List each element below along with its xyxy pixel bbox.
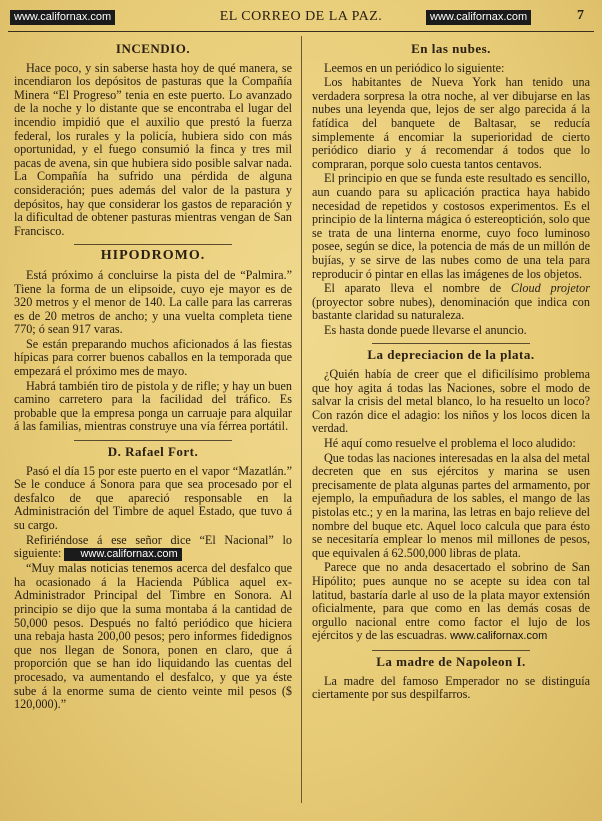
- plata-paragraph-2: Hé aquí como resuelve el problema el loco aludido:: [324, 436, 576, 451]
- watermark-left: www.californax.com: [10, 10, 115, 25]
- column-divider: [301, 36, 302, 803]
- watermark-inline: www.californax.com: [64, 548, 181, 561]
- hipodromo-title: HIPODROMO.: [100, 248, 206, 264]
- napoleon-title: La madre de Napoleon I.: [376, 653, 526, 669]
- fort-paragraph-3: “Muy malas noticias tenemos acerca del desfalco que ha ocasionado á la Hacienda Pública aquel ex-Administrador Principal del Timbre en Sonora. Al principio se dijo que la suma montaba á la cantidad de 50,000 pesos. Después no faltó periódico que hiciera una rebaja hasta 200,00 pesos; pero informes fidedignos que nos llegan de Sonora, ponen en claro, que á proporción que se han ido liquidando las cuentas del procesado, va aumentando el desfalco, y que ya éste sube á la enorme suma de ciento veinte mil pesos ($ 120,000).”: [14, 561, 292, 712]
- nubes-paragraph-1: Leemos en un periódico lo siguiente:: [324, 60, 505, 75]
- section-separator: [372, 650, 530, 651]
- plata-title: La depreciacion de la plata.: [367, 347, 535, 363]
- section-separator: [74, 244, 232, 245]
- hipodromo-paragraph-2: Se están preparando muchos aficionados á las fiestas hípicas para correr buenos caballos en la temporada que empezará el próximo mes de mayo.: [14, 336, 292, 379]
- header-rule: [8, 31, 594, 32]
- nubes-paragraph-5: Es hasta donde puede llevarse el anuncio.: [324, 322, 527, 337]
- page-header: [6, 6, 596, 28]
- plata-paragraph-4: [312, 561, 590, 644]
- left-column: [14, 38, 292, 813]
- section-separator: [372, 343, 530, 344]
- watermark-right: www.californax.com: [426, 10, 531, 25]
- fort-paragraph-1: Pasó el día 15 por este puerto en el vapor “Mazatlán.” Se le conduce á Sonora para que sea procesado por el desfalco de que apareció responsable en la Administración del Timbre de aquel Estado, que tuvo á su cargo.: [14, 463, 292, 532]
- fort-paragraph-2: [14, 534, 292, 562]
- nubes-paragraph-4-end: (proyector sobre nubes), denominación que indica con bastante claridad su naturaleza.: [312, 294, 590, 323]
- hipodromo-paragraph-3: Habrá también tiro de pistola y de rifle; y hay un buen camino carretero para la facilidad del tráfico. Es probable que la empresa ponga un carruaje para alquilar á las familias, mientras construye una vía férrea portátil.: [14, 378, 292, 434]
- nubes-paragraph-2: Los habitantes de Nueva York han tenido una verdadera sorpresa la otra noche, al ver dibujarse en las nubes una leyenda que, lejos de ser algo parecida á la fatídica del banquete de Baltasar, se reducía simplemente á encomiar la superioridad de cierto periódico diario y á recomendar á todos que lo compraran, porque solo cuesta tantos centavos.: [312, 75, 590, 171]
- section-separator: [74, 440, 232, 441]
- fort-paragraph-2-text: Refiriéndose á ese señor dice “El Nacional” lo siguiente:: [14, 532, 292, 561]
- plata-paragraph-4-text: Parece que no anda desacertado el sobrino de San Hipólito; pues aunque no se acepte su idea con tal latitud, bastaría darle al uso de la plata mayor extensión oficialmente, para que como en las demás cosas de orgullo nacional entre como factor el lujo de los ejércitos y de las escuadras.: [312, 560, 590, 643]
- plata-paragraph-3: Que todas las naciones interesadas en la alsa del metal decreten que en sus ejércitos y marina se usen precisamente de plata algunas partes del armamento, por ejemplo, la empuñadura de los sables, el mango de las pistolas etc.; y en la marina, las letras en bajo relieve del nombre del buque etc. Aquel loco calcula que para ésto se necesitaría emplear lo menos mil millones de pesos, que equivalen á 62.500,000 libras de plata.: [312, 450, 590, 560]
- nubes-paragraph-3: El principio en que se funda este resultado es sencillo, aun cuando para su aplicación practica haya habido necesidad de repetidos y costosos experimentos. Es el principio de la linterna mágica ó estereoptición, solo que se trata de una linterna enorme, cuyo foco luminoso posee, según se dice, la potencia de más de un millón de bujías, y se sirve de las nubes como de una tela para reproducir ó pintar en ellas las imágenes de los objetos.: [312, 171, 590, 281]
- cloud-projetor-term: Cloud projetor: [510, 281, 590, 296]
- nubes-paragraph-4-start: El aparato lleva el nombre de: [324, 281, 511, 296]
- nubes-paragraph-4: [312, 282, 590, 323]
- watermark-inline-right: www.californax.com: [450, 630, 548, 643]
- nubes-title: En las nubes.: [411, 41, 491, 56]
- right-column: [312, 38, 590, 813]
- napoleon-paragraph: La madre del famoso Emperador no se distinguía ciertamente por sus despilfarros.: [312, 673, 590, 702]
- hipodromo-paragraph-1: Está próximo á concluirse la pista del de “Palmira.” Tiene la forma de un elipsoide, cuyo eje mayor es de 320 metros y el menor de 140. La calle para las carreras es de 20 metros de ancho; y una vuelta completa tiene 770; ó sean 917 varas.: [14, 267, 292, 337]
- newspaper-title: EL CORREO DE LA PAZ.: [219, 9, 383, 24]
- incendio-title: INCENDIO.: [115, 41, 191, 56]
- fort-title: D. Rafael Fort.: [107, 444, 199, 460]
- incendio-paragraph: Hace poco, y sin saberse hasta hoy de qué manera, se incendiaron los depósitos de pasturas que la Compañía Minera “El Progreso” tenia en este puerto. Lo avanzado de la noche y lo distante que se encontraba el lugar del incendio impidió que el auxilio que prestó la fuerza federal, los rurales y la policía, hubiera sido con más oportunidad, y el fuego consumió la finca y tres mil pacas de avena, sin que hubiera sido posible salvar nada. La Compañía ha sufrido una pérdida de alguna consideración; pues además del valor de la pastura y depósitos, hay que considerar los gastos de reparación y la dificultad de obtener pasturas mientras vengan de San Francisco.: [14, 60, 292, 238]
- plata-paragraph-1: ¿Quién había de creer que el dificilísimo problema que hoy agita á todas las Naciones, sobre el modo de salvar la crisis del metal blanco, lo ha resuelto un loco? Con razón dice el adagio: los niños y los locos dicen la verdad.: [312, 367, 590, 436]
- page-number: 7: [577, 8, 584, 23]
